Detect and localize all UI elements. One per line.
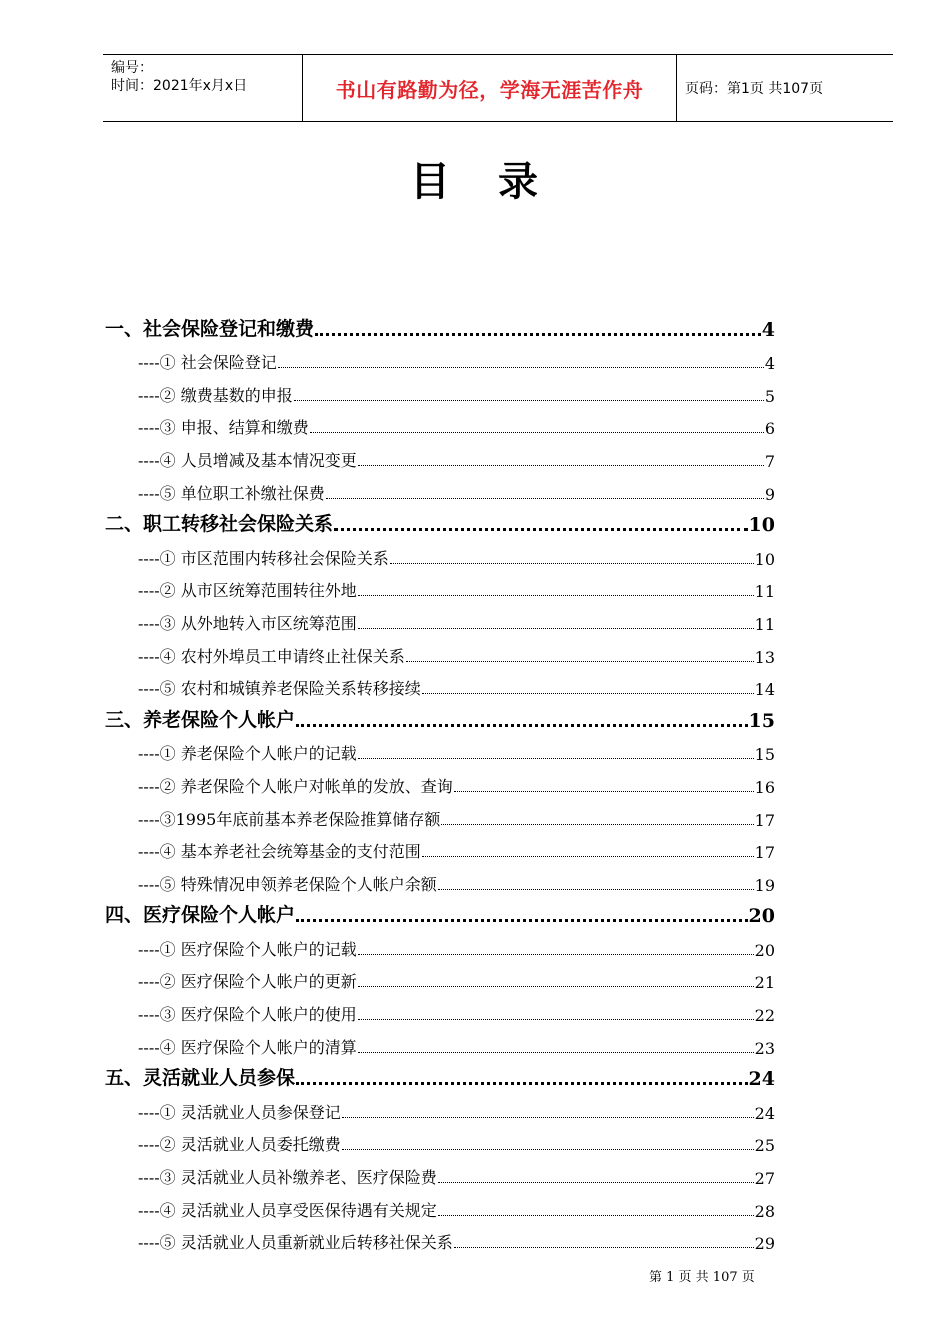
toc-leader-dots xyxy=(438,889,754,890)
toc-entry-page: 6 xyxy=(764,419,775,439)
toc-entry-title: ----⑤ 单位职工补缴社保费 xyxy=(138,483,325,503)
toc-entry-title: ----⑤ 农村和城镇养老保险关系转移接续 xyxy=(138,679,421,699)
toc-entry-title: 四、医疗保险个人帐户 xyxy=(105,904,296,927)
toc-entry-page: 28 xyxy=(754,1201,775,1221)
toc-subsection-entry[interactable] xyxy=(105,927,775,960)
toc-entry-page: 13 xyxy=(754,647,775,667)
toc-subsection-entry[interactable] xyxy=(105,992,775,1025)
toc-entry-title: ----⑤ 灵活就业人员重新就业后转移社保关系 xyxy=(138,1233,453,1253)
toc-entry-page: 24 xyxy=(748,1068,775,1091)
toc-section-entry[interactable] xyxy=(105,308,775,341)
toc-leader-dots xyxy=(342,1117,754,1118)
toc-subsection-entry[interactable] xyxy=(105,1090,775,1123)
toc-leader-dots xyxy=(296,724,748,727)
toc-entry-title: ----① 市区范围内转移社会保险关系 xyxy=(138,548,389,568)
toc-leader-dots xyxy=(278,367,764,368)
toc-leader-dots xyxy=(334,528,748,531)
toc-subsection-entry[interactable] xyxy=(105,1188,775,1221)
toc-entry-page: 22 xyxy=(754,1006,775,1026)
toc-entry-page: 14 xyxy=(754,680,775,700)
toc-leader-dots xyxy=(406,661,754,662)
toc-entry-title: ----② 从市区统筹范围转往外地 xyxy=(138,581,357,601)
toc-subsection-entry[interactable] xyxy=(105,406,775,439)
toc-subsection-entry[interactable] xyxy=(105,634,775,667)
toc-leader-dots xyxy=(358,1019,754,1020)
toc-entry-page: 17 xyxy=(754,810,775,830)
toc-entry-page: 16 xyxy=(754,777,775,797)
toc-subsection-entry[interactable] xyxy=(105,373,775,406)
toc-entry-page: 23 xyxy=(754,1038,775,1058)
toc-entry-page: 4 xyxy=(764,354,775,374)
toc-entry-title: ----② 灵活就业人员委托缴费 xyxy=(138,1135,341,1155)
toc-leader-dots xyxy=(438,1215,754,1216)
toc-subsection-entry[interactable] xyxy=(105,1123,775,1156)
toc-subsection-entry[interactable] xyxy=(105,862,775,895)
toc-entry-title: 二、职工转移社会保险关系 xyxy=(105,513,334,536)
toc-subsection-entry[interactable] xyxy=(105,341,775,374)
table-of-contents xyxy=(105,308,775,1253)
toc-leader-dots xyxy=(438,1182,754,1183)
toc-leader-dots xyxy=(358,1052,754,1053)
toc-leader-dots xyxy=(315,333,761,336)
toc-subsection-entry[interactable] xyxy=(105,1221,775,1254)
toc-entry-page: 25 xyxy=(754,1136,775,1156)
toc-subsection-entry[interactable] xyxy=(105,830,775,863)
toc-subsection-entry[interactable] xyxy=(105,1025,775,1058)
toc-leader-dots xyxy=(342,1149,754,1150)
toc-leader-dots xyxy=(326,498,764,499)
toc-leader-dots xyxy=(358,954,754,955)
document-time-label: 时间：2021年x月x日 xyxy=(111,78,248,94)
toc-leader-dots xyxy=(358,595,754,596)
toc-subsection-entry[interactable] xyxy=(105,1155,775,1188)
toc-section-entry[interactable] xyxy=(105,895,775,928)
toc-subsection-entry[interactable] xyxy=(105,797,775,830)
title-char-1: 目 xyxy=(410,159,452,205)
toc-subsection-entry[interactable] xyxy=(105,601,775,634)
header-page-info: 页码：第1页 共107页 xyxy=(685,81,824,97)
toc-entry-page: 11 xyxy=(754,582,775,602)
toc-entry-title: ----① 社会保险登记 xyxy=(138,353,277,373)
toc-leader-dots xyxy=(358,758,754,759)
toc-entry-page: 10 xyxy=(754,549,775,569)
toc-entry-page: 11 xyxy=(754,614,775,634)
toc-entry-title: 五、灵活就业人员参保 xyxy=(105,1067,296,1090)
toc-entry-page: 5 xyxy=(764,386,775,406)
toc-entry-page: 29 xyxy=(754,1234,775,1254)
header-motto: 书山有路勤为径，学海无涯苦作舟 xyxy=(335,77,644,102)
toc-subsection-entry[interactable] xyxy=(105,667,775,700)
toc-entry-title: ----② 医疗保险个人帐户的更新 xyxy=(138,972,357,992)
page-title xyxy=(0,150,950,207)
page-header xyxy=(103,54,893,122)
toc-entry-page: 15 xyxy=(754,745,775,765)
toc-leader-dots xyxy=(390,563,754,564)
toc-entry-title: ----④ 人员增减及基本情况变更 xyxy=(138,450,357,470)
toc-entry-page: 17 xyxy=(754,843,775,863)
toc-leader-dots xyxy=(294,400,764,401)
toc-entry-page: 20 xyxy=(748,905,775,928)
toc-entry-page: 27 xyxy=(754,1169,775,1189)
toc-leader-dots xyxy=(422,693,754,694)
toc-entry-title: ----③ 灵活就业人员补缴养老、医疗保险费 xyxy=(138,1168,437,1188)
toc-leader-dots xyxy=(310,432,764,433)
toc-leader-dots xyxy=(454,791,754,792)
toc-entry-page: 21 xyxy=(754,973,775,993)
title-char-2: 录 xyxy=(498,159,540,205)
toc-entry-page: 7 xyxy=(764,451,775,471)
toc-entry-page: 24 xyxy=(754,1103,775,1123)
toc-entry-title: ----④ 基本养老社会统筹基金的支付范围 xyxy=(138,842,421,862)
header-meta xyxy=(103,55,303,121)
page-footer: 第 1 页 共 107 页 xyxy=(649,1270,755,1285)
toc-entry-title: ----③1995年底前基本养老保险推算储存额 xyxy=(138,809,441,829)
toc-subsection-entry[interactable] xyxy=(105,536,775,569)
toc-leader-dots xyxy=(358,986,754,987)
toc-entry-title: 一、社会保险登记和缴费 xyxy=(105,317,315,340)
toc-section-entry[interactable] xyxy=(105,504,775,537)
toc-subsection-entry[interactable] xyxy=(105,438,775,471)
toc-entry-page: 9 xyxy=(764,484,775,504)
toc-leader-dots xyxy=(296,1082,748,1085)
toc-entry-page: 15 xyxy=(748,709,775,732)
toc-entry-page: 19 xyxy=(754,875,775,895)
toc-subsection-entry[interactable] xyxy=(105,960,775,993)
document-number-label: 编号： xyxy=(111,60,153,76)
toc-section-entry[interactable] xyxy=(105,1058,775,1091)
toc-leader-dots xyxy=(296,919,748,922)
toc-entry-title: ----② 养老保险个人帐户对帐单的发放、查询 xyxy=(138,776,453,796)
toc-subsection-entry[interactable] xyxy=(105,732,775,765)
toc-entry-title: 三、养老保险个人帐户 xyxy=(105,708,296,731)
toc-entry-title: ----③ 医疗保险个人帐户的使用 xyxy=(138,1005,357,1025)
toc-entry-title: ----② 缴费基数的申报 xyxy=(138,385,293,405)
toc-leader-dots xyxy=(422,856,754,857)
toc-subsection-entry[interactable] xyxy=(105,764,775,797)
toc-entry-title: ----④ 医疗保险个人帐户的清算 xyxy=(138,1037,357,1057)
toc-entry-title: ----① 养老保险个人帐户的记载 xyxy=(138,744,357,764)
toc-entry-title: ----③ 从外地转入市区统筹范围 xyxy=(138,613,357,633)
toc-leader-dots xyxy=(441,824,753,825)
toc-entry-title: ----⑤ 特殊情况申领养老保险个人帐户余额 xyxy=(138,874,437,894)
toc-leader-dots xyxy=(358,465,764,466)
toc-subsection-entry[interactable] xyxy=(105,471,775,504)
toc-section-entry[interactable] xyxy=(105,699,775,732)
toc-entry-page: 4 xyxy=(761,318,775,341)
toc-entry-page: 20 xyxy=(754,940,775,960)
header-motto-cell xyxy=(303,55,677,121)
toc-entry-title: ----① 灵活就业人员参保登记 xyxy=(138,1102,341,1122)
toc-leader-dots xyxy=(358,628,754,629)
toc-entry-page: 10 xyxy=(748,514,775,537)
toc-subsection-entry[interactable] xyxy=(105,569,775,602)
toc-leader-dots xyxy=(454,1247,754,1248)
toc-entry-title: ----④ 农村外埠员工申请终止社保关系 xyxy=(138,646,405,666)
toc-entry-title: ----④ 灵活就业人员享受医保待遇有关规定 xyxy=(138,1200,437,1220)
toc-entry-title: ----① 医疗保险个人帐户的记载 xyxy=(138,939,357,959)
toc-entry-title: ----③ 申报、结算和缴费 xyxy=(138,418,309,438)
